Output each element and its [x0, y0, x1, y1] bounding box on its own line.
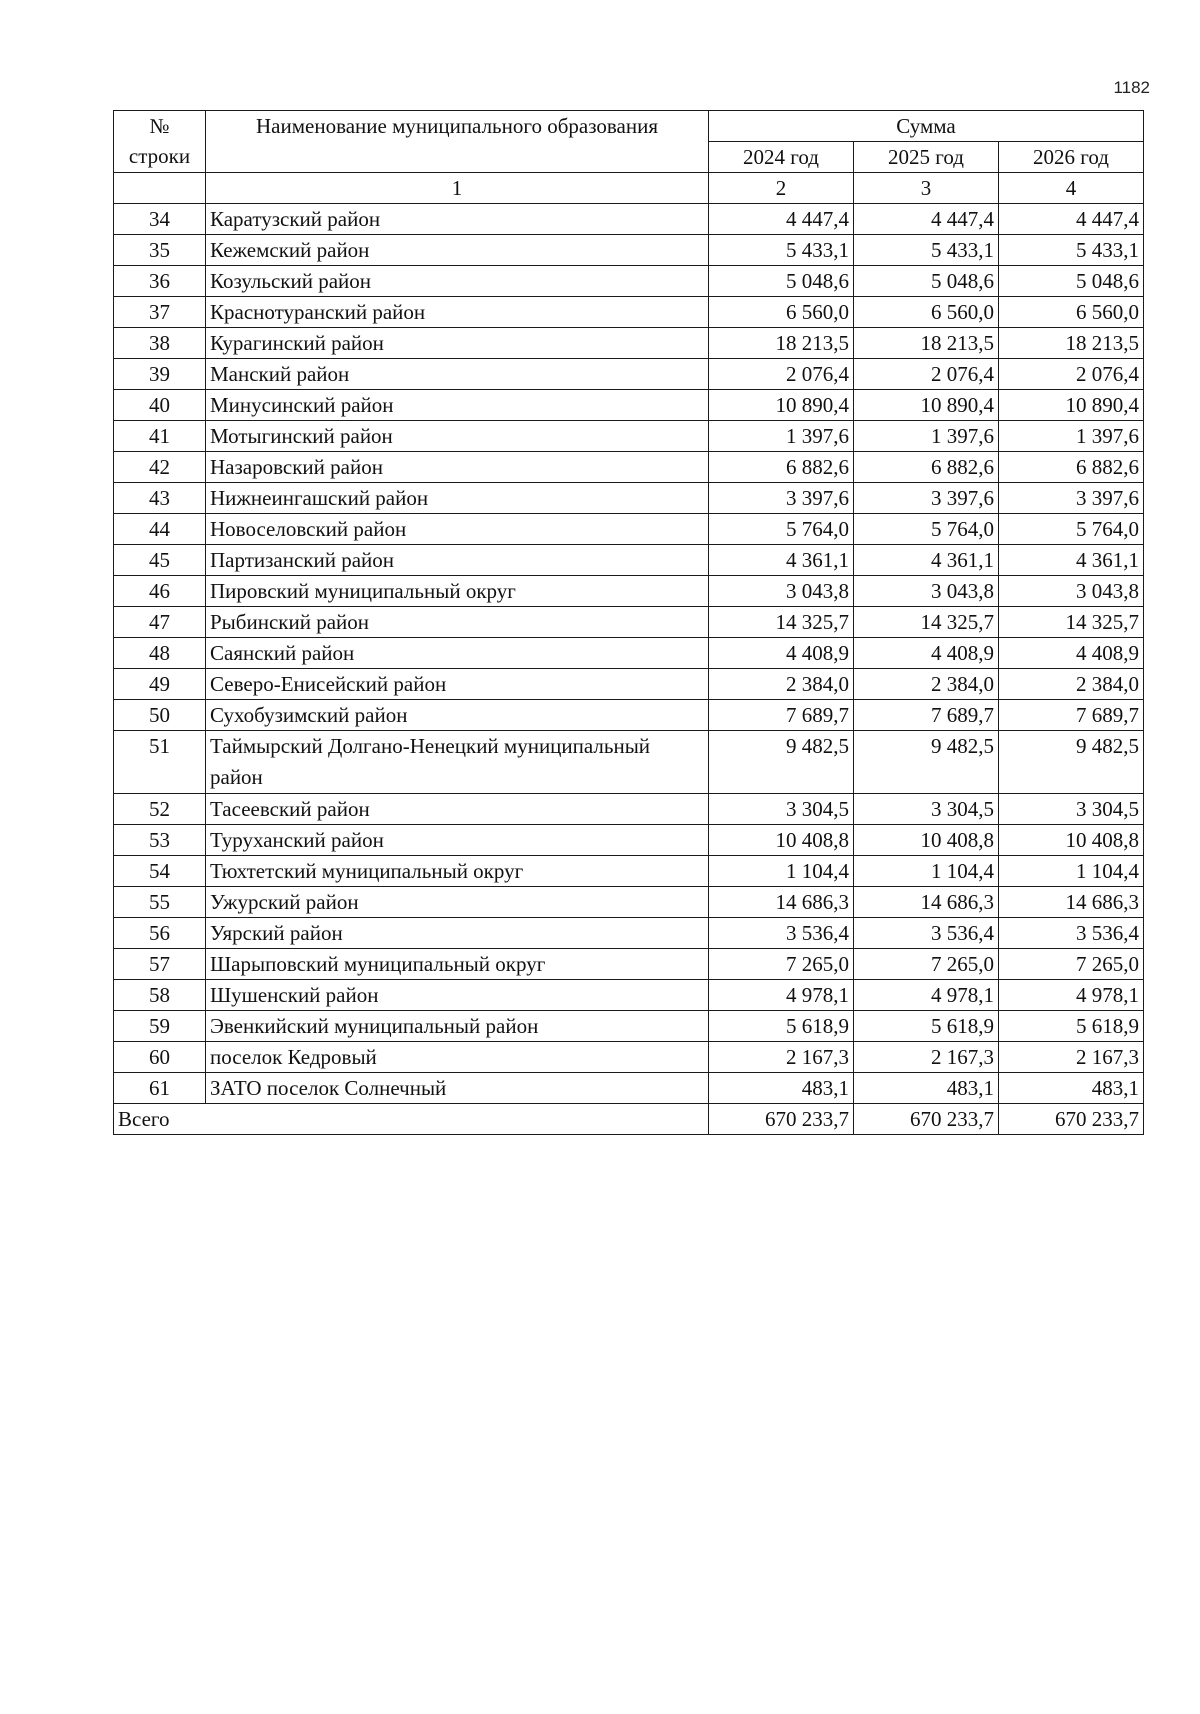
- total-2025: 670 233,7: [854, 1104, 999, 1135]
- row-number: 42: [114, 452, 206, 483]
- row-number: 54: [114, 856, 206, 887]
- municipality-name: Тюхтетский муниципальный округ: [206, 856, 709, 887]
- column-index-cell: 4: [999, 173, 1144, 204]
- row-number: 56: [114, 918, 206, 949]
- value-2026: 10 408,8: [999, 825, 1144, 856]
- table-row: [114, 669, 1144, 700]
- value-2025: 4 361,1: [854, 545, 999, 576]
- row-number: 46: [114, 576, 206, 607]
- page-number: 1182: [1113, 78, 1150, 97]
- value-2025: 7 265,0: [854, 949, 999, 980]
- municipality-name: Минусинский район: [206, 390, 709, 421]
- row-number: 45: [114, 545, 206, 576]
- value-2026: 6 882,6: [999, 452, 1144, 483]
- municipality-name: Партизанский район: [206, 545, 709, 576]
- value-2026: 10 890,4: [999, 390, 1144, 421]
- value-2025: 6 882,6: [854, 452, 999, 483]
- table-row: [114, 825, 1144, 856]
- value-2026: 1 104,4: [999, 856, 1144, 887]
- value-2025: 10 890,4: [854, 390, 999, 421]
- table-row: [114, 731, 1144, 794]
- value-2026: 3 536,4: [999, 918, 1144, 949]
- row-number: 61: [114, 1073, 206, 1104]
- value-2024: 10 408,8: [709, 825, 854, 856]
- municipality-name: Мотыгинский район: [206, 421, 709, 452]
- value-2024: 4 978,1: [709, 980, 854, 1011]
- value-2025: 5 618,9: [854, 1011, 999, 1042]
- value-2024: 9 482,5: [709, 731, 854, 794]
- value-2025: 5 433,1: [854, 235, 999, 266]
- value-2026: 2 076,4: [999, 359, 1144, 390]
- row-number: 47: [114, 607, 206, 638]
- municipality-name: Шушенский район: [206, 980, 709, 1011]
- municipality-name: поселок Кедровый: [206, 1042, 709, 1073]
- value-2026: 14 686,3: [999, 887, 1144, 918]
- table-header-row: [114, 111, 1144, 142]
- table-row: [114, 1073, 1144, 1104]
- value-2024: 7 265,0: [709, 949, 854, 980]
- value-2026: 18 213,5: [999, 328, 1144, 359]
- value-2024: 5 048,6: [709, 266, 854, 297]
- table-row: [114, 638, 1144, 669]
- value-2026: 5 618,9: [999, 1011, 1144, 1042]
- value-2024: 10 890,4: [709, 390, 854, 421]
- value-2026: 2 384,0: [999, 669, 1144, 700]
- row-number: 40: [114, 390, 206, 421]
- value-2026: 9 482,5: [999, 731, 1144, 794]
- value-2025: 3 397,6: [854, 483, 999, 514]
- year-2026-header: 2026 год: [999, 142, 1144, 173]
- value-2025: 7 689,7: [854, 700, 999, 731]
- subsidy-table: [113, 110, 1144, 1135]
- row-number: 52: [114, 794, 206, 825]
- value-2024: 3 536,4: [709, 918, 854, 949]
- municipality-name-header: Наименование муниципального образования: [206, 111, 709, 173]
- value-2024: 14 686,3: [709, 887, 854, 918]
- value-2024: 2 384,0: [709, 669, 854, 700]
- value-2024: 1 104,4: [709, 856, 854, 887]
- table-row: [114, 980, 1144, 1011]
- value-2026: 5 764,0: [999, 514, 1144, 545]
- table-row: [114, 949, 1144, 980]
- table-row: [114, 887, 1144, 918]
- municipality-name: Каратузский район: [206, 204, 709, 235]
- value-2025: 14 325,7: [854, 607, 999, 638]
- value-2024: 2 167,3: [709, 1042, 854, 1073]
- table-row: [114, 297, 1144, 328]
- value-2026: 5 433,1: [999, 235, 1144, 266]
- municipality-name: Таймырский Долгано-Ненецкий муниципальный район: [206, 731, 709, 794]
- value-2026: 483,1: [999, 1073, 1144, 1104]
- table-row: [114, 483, 1144, 514]
- table-body: [114, 204, 1144, 1135]
- municipality-name: ЗАТО поселок Солнечный: [206, 1073, 709, 1104]
- row-number: 43: [114, 483, 206, 514]
- municipality-name: Нижнеингашский район: [206, 483, 709, 514]
- row-number-header-line1: №: [149, 114, 170, 138]
- value-2024: 3 043,8: [709, 576, 854, 607]
- total-row: [114, 1104, 1144, 1135]
- municipality-name: Рыбинский район: [206, 607, 709, 638]
- municipality-name: Северо-Енисейский район: [206, 669, 709, 700]
- row-number: 44: [114, 514, 206, 545]
- municipality-name: Уярский район: [206, 918, 709, 949]
- value-2024: 6 560,0: [709, 297, 854, 328]
- table-row: [114, 514, 1144, 545]
- value-2025: 5 764,0: [854, 514, 999, 545]
- column-index-row: [114, 173, 1144, 204]
- value-2026: 7 689,7: [999, 700, 1144, 731]
- value-2026: 4 361,1: [999, 545, 1144, 576]
- value-2024: 4 361,1: [709, 545, 854, 576]
- value-2026: 2 167,3: [999, 1042, 1144, 1073]
- row-number: 38: [114, 328, 206, 359]
- row-number: 53: [114, 825, 206, 856]
- value-2024: 18 213,5: [709, 328, 854, 359]
- row-number: 49: [114, 669, 206, 700]
- value-2025: 2 167,3: [854, 1042, 999, 1073]
- row-number: 60: [114, 1042, 206, 1073]
- value-2026: 1 397,6: [999, 421, 1144, 452]
- municipality-name: Ужурский район: [206, 887, 709, 918]
- municipality-name: Назаровский район: [206, 452, 709, 483]
- value-2024: 1 397,6: [709, 421, 854, 452]
- value-2026: 4 408,9: [999, 638, 1144, 669]
- table-row: [114, 1011, 1144, 1042]
- value-2026: 7 265,0: [999, 949, 1144, 980]
- table-row: [114, 359, 1144, 390]
- value-2026: 4 447,4: [999, 204, 1144, 235]
- municipality-name: Сухобузимский район: [206, 700, 709, 731]
- table-row: [114, 452, 1144, 483]
- value-2025: 14 686,3: [854, 887, 999, 918]
- value-2025: 4 408,9: [854, 638, 999, 669]
- municipality-name: Новоселовский район: [206, 514, 709, 545]
- table-row: [114, 794, 1144, 825]
- municipality-name: Шарыповский муниципальный округ: [206, 949, 709, 980]
- municipality-name: Саянский район: [206, 638, 709, 669]
- municipality-name: Манский район: [206, 359, 709, 390]
- table-row: [114, 856, 1144, 887]
- municipality-name: Туруханский район: [206, 825, 709, 856]
- row-number: 34: [114, 204, 206, 235]
- table-row: [114, 266, 1144, 297]
- value-2026: 6 560,0: [999, 297, 1144, 328]
- value-2026: 3 043,8: [999, 576, 1144, 607]
- column-index-cell: 1: [206, 173, 709, 204]
- year-2024-header: 2024 год: [709, 142, 854, 173]
- value-2025: 3 536,4: [854, 918, 999, 949]
- table-row: [114, 390, 1144, 421]
- value-2025: 18 213,5: [854, 328, 999, 359]
- value-2024: 6 882,6: [709, 452, 854, 483]
- row-number: 39: [114, 359, 206, 390]
- value-2026: 5 048,6: [999, 266, 1144, 297]
- municipality-name: Краснотуранский район: [206, 297, 709, 328]
- value-2024: 4 408,9: [709, 638, 854, 669]
- value-2024: 14 325,7: [709, 607, 854, 638]
- value-2026: 3 304,5: [999, 794, 1144, 825]
- table-row: [114, 545, 1144, 576]
- table-row: [114, 576, 1144, 607]
- value-2025: 483,1: [854, 1073, 999, 1104]
- value-2025: 9 482,5: [854, 731, 999, 794]
- row-number: 57: [114, 949, 206, 980]
- row-number: 59: [114, 1011, 206, 1042]
- column-index-cell: [114, 173, 206, 204]
- municipality-name: Пировский муниципальный округ: [206, 576, 709, 607]
- value-2024: 5 764,0: [709, 514, 854, 545]
- value-2025: 3 043,8: [854, 576, 999, 607]
- table-row: [114, 607, 1144, 638]
- row-number: 55: [114, 887, 206, 918]
- column-index-cell: 2: [709, 173, 854, 204]
- row-number: 35: [114, 235, 206, 266]
- total-label: Всего: [114, 1104, 709, 1135]
- table-row: [114, 918, 1144, 949]
- row-number-header-line2: строки: [128, 144, 191, 168]
- table-row: [114, 421, 1144, 452]
- row-number: 36: [114, 266, 206, 297]
- value-2024: 3 397,6: [709, 483, 854, 514]
- sum-header: Сумма: [709, 111, 1144, 142]
- value-2024: 4 447,4: [709, 204, 854, 235]
- value-2025: 3 304,5: [854, 794, 999, 825]
- row-number: 51: [114, 731, 206, 794]
- table-row: [114, 235, 1144, 266]
- value-2025: 1 397,6: [854, 421, 999, 452]
- table-row: [114, 700, 1144, 731]
- value-2026: 14 325,7: [999, 607, 1144, 638]
- value-2024: 483,1: [709, 1073, 854, 1104]
- municipality-name: Тасеевский район: [206, 794, 709, 825]
- row-number: 37: [114, 297, 206, 328]
- value-2025: 2 076,4: [854, 359, 999, 390]
- value-2026: 3 397,6: [999, 483, 1144, 514]
- value-2024: 5 433,1: [709, 235, 854, 266]
- table-row: [114, 204, 1144, 235]
- row-number: 48: [114, 638, 206, 669]
- value-2024: 2 076,4: [709, 359, 854, 390]
- value-2024: 7 689,7: [709, 700, 854, 731]
- table-row: [114, 328, 1144, 359]
- table-row: [114, 1042, 1144, 1073]
- value-2025: 4 447,4: [854, 204, 999, 235]
- row-number: 58: [114, 980, 206, 1011]
- municipality-name: Курагинский район: [206, 328, 709, 359]
- total-2024: 670 233,7: [709, 1104, 854, 1135]
- value-2025: 4 978,1: [854, 980, 999, 1011]
- value-2025: 6 560,0: [854, 297, 999, 328]
- value-2025: 1 104,4: [854, 856, 999, 887]
- value-2026: 4 978,1: [999, 980, 1144, 1011]
- value-2025: 2 384,0: [854, 669, 999, 700]
- value-2024: 3 304,5: [709, 794, 854, 825]
- municipality-name: Эвенкийский муниципальный район: [206, 1011, 709, 1042]
- value-2024: 5 618,9: [709, 1011, 854, 1042]
- municipality-name: Кежемский район: [206, 235, 709, 266]
- row-number: 41: [114, 421, 206, 452]
- value-2025: 10 408,8: [854, 825, 999, 856]
- municipality-name: Козульский район: [206, 266, 709, 297]
- row-number: 50: [114, 700, 206, 731]
- column-index-cell: 3: [854, 173, 999, 204]
- row-number-header: [114, 111, 206, 173]
- year-2025-header: 2025 год: [854, 142, 999, 173]
- total-2026: 670 233,7: [999, 1104, 1144, 1135]
- value-2025: 5 048,6: [854, 266, 999, 297]
